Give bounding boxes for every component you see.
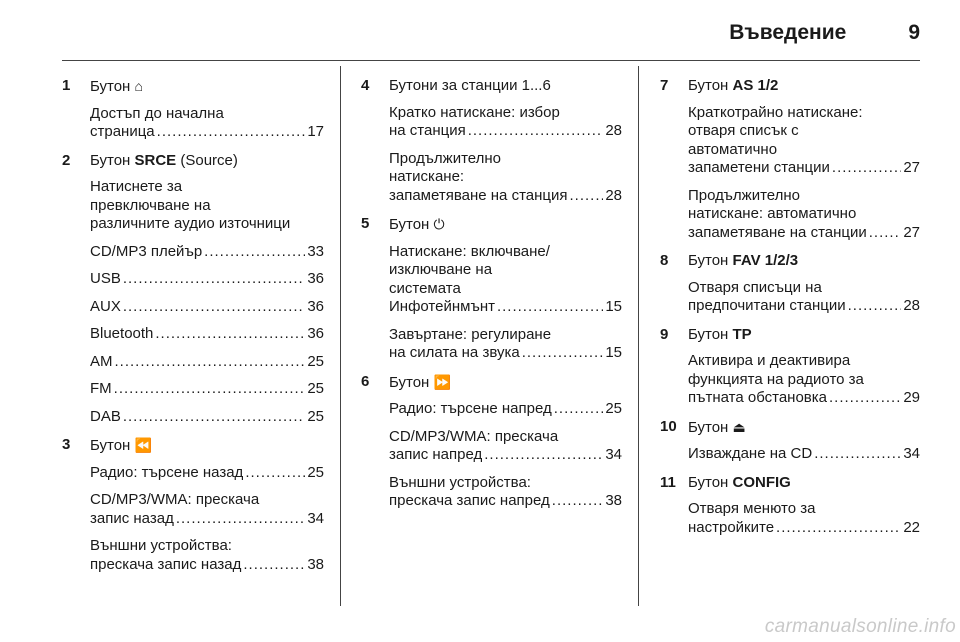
leader-dots [848,297,902,316]
leader-dots [204,243,305,262]
page-ref: 22 [903,518,920,536]
item-heading [389,373,622,393]
seek-forward-icon: ⏩ [433,373,451,390]
column-3 [660,77,920,547]
index-text: предпочитани станции [688,297,846,314]
page-ref: 17 [307,123,324,140]
entry-8 [660,252,920,316]
item-label: Бутони за станции 1...6 [389,77,551,94]
item-label: Бутон [688,325,729,343]
description-line: автоматично [688,140,778,158]
description [389,428,622,465]
description [90,491,324,528]
description [688,187,920,243]
description [90,270,324,289]
page-header [62,16,920,50]
index-text: запаметяване на станция [389,186,568,204]
item-heading [688,252,920,271]
page-ref: 25 [307,407,324,425]
page-ref: 27 [903,159,920,176]
leader-dots [814,445,901,464]
entry-10 [660,418,920,464]
leader-dots [176,510,305,529]
description [389,474,622,511]
description [90,105,324,142]
index-text: запис назад [90,509,174,527]
leader-dots [114,380,306,399]
description [90,298,324,317]
item-label: Бутон [688,418,729,436]
description [389,326,622,363]
index-line [90,123,324,142]
leader-dots [157,123,306,142]
header-rule [62,60,920,61]
description-line: Кратко натискане: избор [389,103,560,121]
index-line [389,446,622,465]
index-text: пътната обстановка [688,389,828,406]
page-ref: 36 [307,270,324,287]
entry-11 [660,474,920,538]
index-line [389,187,622,206]
index-text: на станция [389,122,466,139]
leader-dots [468,122,604,141]
index-text: USB [90,270,121,287]
description [688,104,920,178]
description [688,500,920,537]
item-number: 1 [62,77,71,94]
index-text: AM [90,352,113,370]
description-line: функцията на радиото за [688,370,864,388]
index-line [90,270,324,289]
index-line [389,298,622,317]
index-line [90,298,324,317]
page-ref: 28 [605,122,622,139]
index-line [90,510,324,529]
index-line [688,389,920,408]
description [688,279,920,316]
page-ref: 34 [605,446,622,463]
index-line [90,325,324,344]
page-ref: 33 [307,242,324,260]
leader-dots [123,408,305,427]
seek-back-icon: ⏪ [134,437,152,453]
description-line: отваря списък с [688,122,799,139]
item-label: Бутон [90,151,131,169]
description-line: Отваря менюто за [688,500,816,517]
description-line: Натискане: включване/ [389,242,550,260]
description [90,325,324,344]
entry-6 [361,373,622,511]
description [90,380,324,399]
index-text: прескача запис назад [90,555,242,573]
entry-1 [62,77,324,142]
description-line: Достъп до начална [90,104,224,122]
watermark: carmanualsonline.info [764,616,956,637]
index-text: Инфотейнмънт [389,298,495,315]
page-ref: 27 [903,223,920,241]
item-heading [389,77,622,96]
item-heading [90,152,324,171]
item-label: Бутон [90,78,131,95]
description [389,400,622,419]
leader-dots [554,400,604,419]
description-line: натискане: автоматично [688,205,857,222]
item-number: 10 [660,417,677,435]
entry-3 [62,436,324,574]
description-line: Продължително [389,149,502,167]
item-number: 2 [62,151,71,169]
item-heading [688,418,920,438]
index-text: запис напред [389,446,483,463]
index-text: различните аудио източници [90,215,291,232]
index-text: страница [90,123,155,140]
index-text: запаметени станции [688,159,830,176]
description [389,150,622,206]
leader-dots [484,446,603,465]
page-ref: 25 [605,400,622,417]
description-line: изключване на [389,261,493,278]
page-ref: 28 [903,297,920,314]
description-line: CD/MP3/WMA: прескача [90,491,260,508]
index-text: AUX [90,297,121,315]
home-icon: ⌂ [134,78,143,94]
description-line: Завъртане: регулиране [389,325,552,343]
index-line [688,297,920,316]
page-ref: 25 [307,352,324,370]
description [90,464,324,483]
column-1 [62,77,324,584]
index-text: на силата на звука [389,344,520,361]
description-line: превключване на [90,196,211,214]
index-text: DAB [90,407,121,425]
leader-dots [155,325,305,344]
item-label: Бутон [90,437,131,454]
page-number: 9 [908,21,920,44]
index-text: FM [90,380,112,397]
button-name: TP [732,325,752,343]
button-name: SRCE [134,151,177,169]
item-label: Бутон [389,216,430,233]
description-line: Външни устройства: [389,473,531,491]
item-number: 9 [660,325,669,343]
item-heading [90,436,324,456]
page-ref: 25 [307,380,324,397]
index-line [90,215,324,234]
button-name: AS 1/2 [732,77,779,94]
item-number: 11 [660,473,676,491]
index-line [90,556,324,575]
index-line [688,224,920,243]
leader-dots [522,344,604,363]
entry-4 [361,77,622,205]
page-ref: 38 [307,555,324,573]
index-text: Радио: търсене назад [90,463,244,481]
leader-dots [552,492,604,511]
item-number: 5 [361,215,370,232]
item-label: Бутон [389,373,430,391]
description-line: Продължително [688,186,801,204]
leader-dots [123,298,305,317]
entry-7 [660,77,920,242]
index-line [389,122,622,141]
page-title: Въведение [729,21,847,44]
index-line [90,243,324,262]
description-line: системата [389,279,461,297]
button-suffix: (Source) [176,151,238,169]
item-number: 7 [660,77,669,94]
leader-dots [829,389,901,408]
index-line [389,344,622,363]
description-line: CD/MP3/WMA: прескача [389,427,559,445]
index-line [389,492,622,511]
page-ref: 36 [307,325,324,342]
item-number: 8 [660,252,669,269]
description [90,537,324,574]
leader-dots [123,270,305,289]
index-line [90,408,324,427]
index-text: прескача запис напред [389,492,550,509]
index-text: запаметяване на станции [688,223,867,241]
item-heading [688,474,920,493]
column-divider-1 [340,66,341,606]
description-line: Краткотрайно натискане: [688,103,863,121]
index-line [90,353,324,372]
entry-5 [361,215,622,363]
leader-dots [497,298,603,317]
index-text: Радио: търсене напред [389,400,552,417]
page-ref: 15 [605,344,622,361]
index-text: Изваждане на CD [688,445,813,462]
item-label: Бутон [688,252,729,269]
description [90,408,324,427]
index-line [688,159,920,178]
index-line [90,464,324,483]
item-number: 6 [361,372,370,390]
leader-dots [832,159,901,178]
description [389,243,622,317]
index-text: настройките [688,518,775,536]
entry-9 [660,326,920,408]
page-ref: 15 [605,298,622,315]
page-ref: 25 [307,463,324,481]
page-ref: 34 [307,509,324,527]
button-name: CONFIG [732,473,791,491]
description-line: Активира и деактивира [688,352,851,369]
page-ref: 34 [903,445,920,462]
item-heading [90,77,324,97]
column-divider-2 [638,66,639,606]
description [90,178,324,234]
index-text: CD/MP3 плейър [90,242,203,260]
description-line: Външни устройства: [90,537,232,554]
leader-dots [569,187,603,206]
index-text: Bluetooth [90,325,154,342]
eject-icon: ⏏ [732,418,746,435]
item-label: Бутон [688,77,729,94]
description-line: натискане: [389,168,465,185]
item-heading [389,215,622,235]
description-line: Отваря списъци на [688,278,822,296]
page-ref: 36 [307,297,324,315]
index-line [389,400,622,419]
index-line [688,445,920,464]
item-heading [688,326,920,345]
index-line [90,380,324,399]
page-ref: 29 [903,389,920,406]
page-ref: 28 [605,186,622,204]
description [688,352,920,408]
description-line: Натиснете за [90,178,183,195]
leader-dots [243,556,305,575]
leader-dots [776,519,901,538]
leader-dots [869,224,902,243]
button-name: FAV 1/2/3 [732,252,799,269]
index-line [688,519,920,538]
leader-dots [245,464,305,483]
power-icon: ⏻ [433,216,445,232]
item-label: Бутон [688,473,729,491]
description [688,445,920,464]
column-2 [361,77,622,521]
description [389,104,622,141]
item-heading [688,77,920,96]
description [90,353,324,372]
item-number: 4 [361,77,370,94]
entry-2 [62,152,324,427]
leader-dots [115,353,306,372]
page-ref: 38 [605,492,622,509]
item-number: 3 [62,436,71,453]
description [90,243,324,262]
